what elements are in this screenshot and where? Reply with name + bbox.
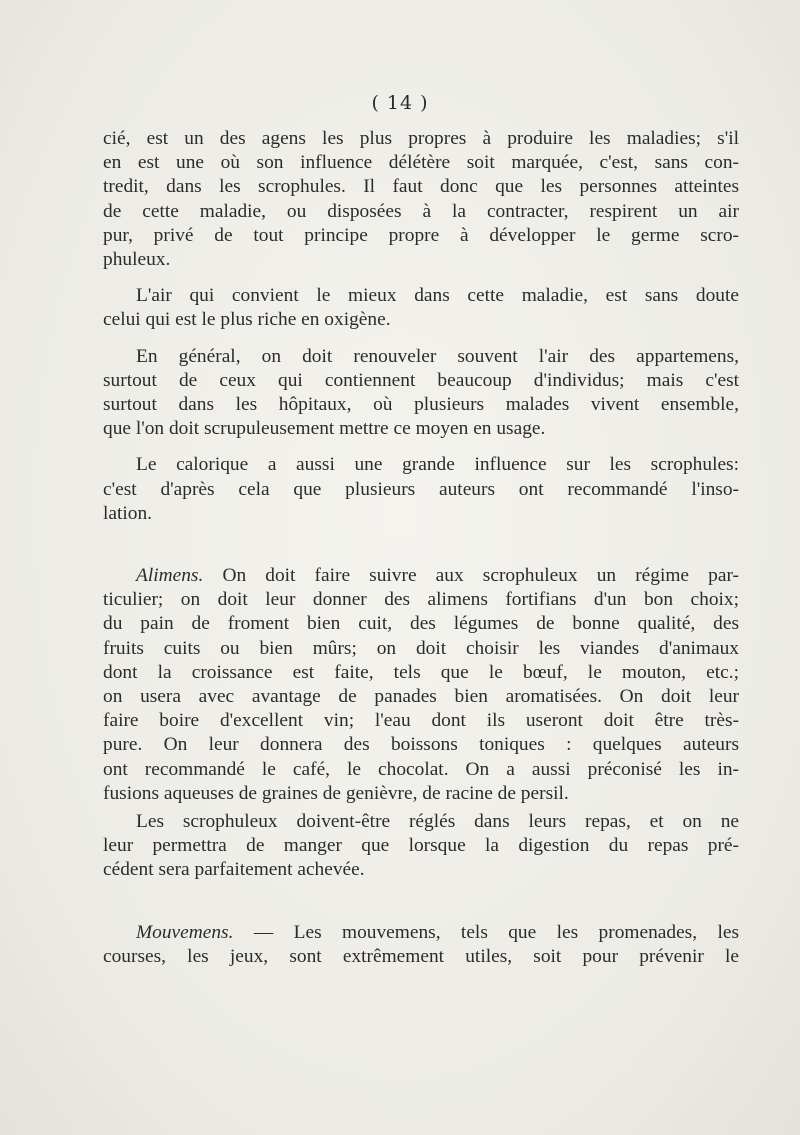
text-line: fusions aqueuses de graines de genièvre, de racine de persil. [103,782,569,804]
text-line: cédent sera parfaitement achevée. [103,859,365,881]
text-line: dont la croissance est faite, tels que le bœuf, le mouton, etc.; [103,661,739,683]
text-line: du pain de froment bien cuit, des légumes de bonne qualité, des [103,613,739,635]
text-line: tredit, dans les scrophules. Il faut donc que les personnes atteintes [103,176,739,198]
paragraph-oxygen [103,284,739,332]
text-line: que l'on doit scrupuleusement mettre ce moyen en usage. [103,418,546,440]
text-line: L'air qui convient le mieux dans cette maladie, est sans doute [136,285,739,307]
text-line: phuleux. [103,249,171,271]
text-line [103,564,739,588]
text-line: faire boire d'excellent vin; l'eau dont ils useront doit être très- [103,710,739,732]
paragraph-air-quality [103,127,739,272]
page-text [103,127,739,969]
text-fragment: On doit faire suivre aux scrophuleux un régime par- [203,565,739,587]
text-line: ont recommandé le café, le chocolat. On a aussi préconisé les in- [103,758,739,780]
paragraph-meals [103,810,739,883]
text-line: leur permettra de manger que lorsque la digestion du repas pré- [103,835,739,857]
text-line: surtout de ceux qui contiennent beaucoup d'individus; mais c'est [103,369,739,391]
paragraph-alimens [103,564,739,806]
text-line: de cette maladie, ou disposées à la contracter, respirent un air [103,200,739,222]
text-line: cié, est un des agens les plus propres à produire les maladies; s'il [103,128,739,149]
paragraph-mouvemens [103,921,739,969]
text-line: en est une où son influence délétère soit marquée, c'est, sans con- [103,152,739,174]
text-line: En général, on doit renouveler souvent l'air des appartemens, [136,345,739,367]
text-line [103,921,739,945]
text-fragment: — Les mouvemens, tels que les promenades, les [233,921,739,943]
text-line: on usera avec avantage de panades bien aromatisées. On doit leur [103,686,739,708]
text-line: fruits cuits ou bien mûrs; on doit choisir les viandes d'animaux [103,637,739,659]
section-heading-alimens: Alimens. [136,565,204,587]
text-line: pure. On leur donnera des boissons toniques : quelques auteurs [103,734,739,756]
text-line: courses, les jeux, sont extrêmement utiles, soit pour prévenir le [103,945,739,967]
paragraph-ventilation [103,345,739,442]
text-line: c'est d'après cela que plusieurs auteurs ont recommandé l'inso- [103,478,739,500]
page-number: ( 14 ) [371,92,429,114]
text-line: surtout dans les hôpitaux, où plusieurs malades vivent ensemble, [103,394,739,416]
paragraph-caloric [103,453,739,526]
text-line: Le calorique a aussi une grande influence sur les scrophules: [136,454,739,476]
text-line: ticulier; on doit leur donner des alimens fortifians d'un bon choix; [103,589,739,611]
text-line: pur, privé de tout principe propre à développer le germe scro- [103,224,739,246]
text-line: celui qui est le plus riche en oxigène. [103,309,391,331]
text-line: lation. [103,502,153,524]
text-line: Les scrophuleux doivent-être réglés dans leurs repas, et on ne [136,811,739,833]
section-heading-mouvemens: Mouvemens. [136,921,234,943]
